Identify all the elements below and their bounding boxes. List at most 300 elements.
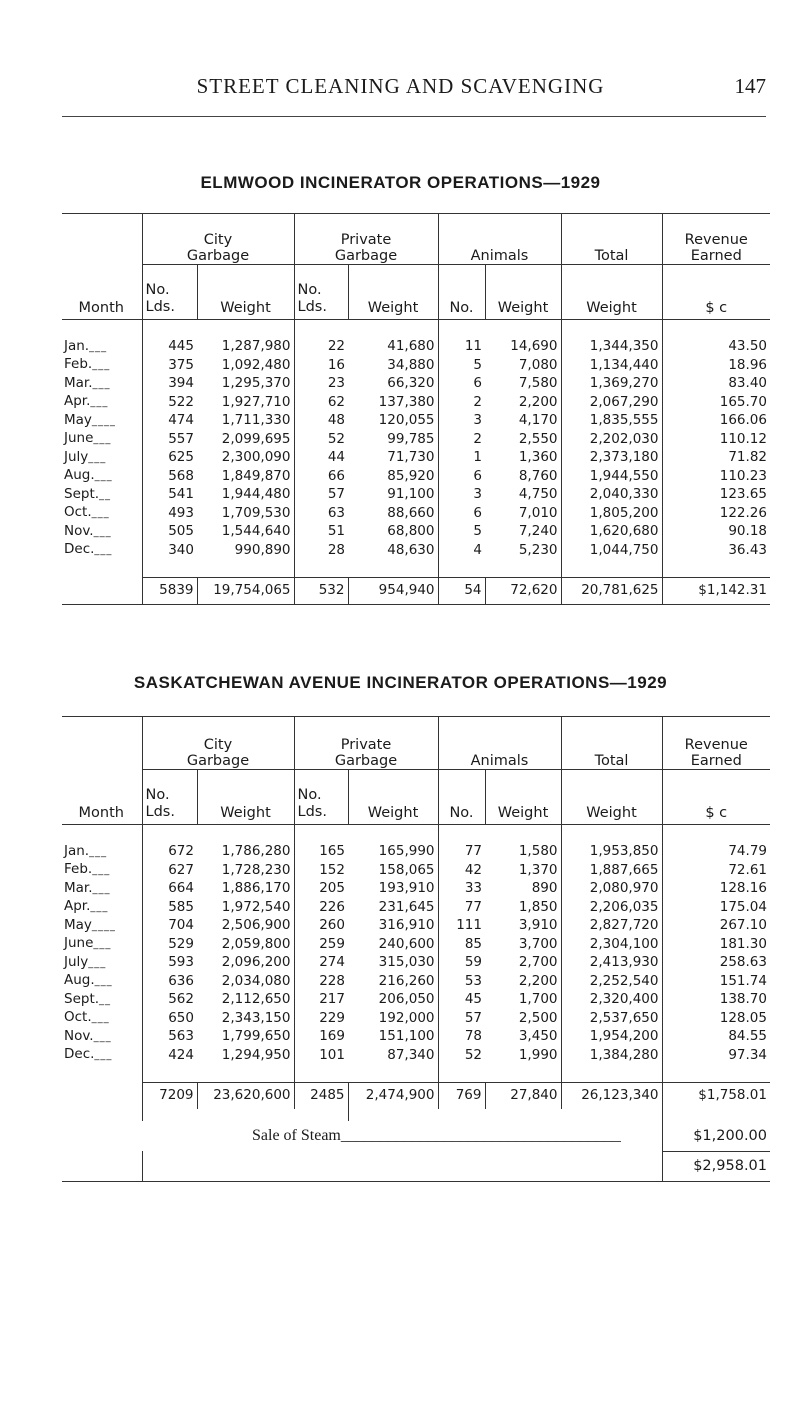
sale-of-steam-value: $1,200.00 bbox=[662, 1121, 770, 1151]
city-loads-cell: 424 bbox=[142, 1046, 197, 1065]
animals-weight-cell: 2,200 bbox=[518, 393, 558, 410]
animals-weight-cell: 2,500 bbox=[518, 1009, 558, 1026]
private-loads-cell: 52 bbox=[294, 430, 348, 449]
grand-total: $2,958.01 bbox=[662, 1151, 770, 1182]
private-loads-cell: 217 bbox=[294, 991, 348, 1010]
table-row bbox=[62, 541, 770, 560]
city-weight-total: 23,620,600 bbox=[197, 1083, 294, 1110]
month-cell: Feb.___ bbox=[64, 356, 111, 372]
animals-weight-cell: 3,910 bbox=[518, 917, 558, 933]
month-cell: June___ bbox=[64, 430, 112, 446]
total-weight-total: 20,781,625 bbox=[561, 578, 662, 605]
city-weight-header: Weight bbox=[197, 769, 294, 825]
city-weight-cell: 1,711,330 bbox=[221, 412, 291, 428]
city-weight-cell: 1,092,480 bbox=[221, 356, 291, 373]
animals-count-cell: 42 bbox=[438, 861, 485, 880]
city-loads-total: 5839 bbox=[142, 578, 197, 605]
animals-count-cell: 2 bbox=[438, 393, 485, 412]
month-cell: Nov.___ bbox=[64, 522, 112, 539]
private-loads-cell: 259 bbox=[294, 935, 348, 954]
month-header: Month bbox=[78, 805, 124, 821]
city-loads-cell: 625 bbox=[142, 449, 197, 468]
revenue-header: Revenue Earned bbox=[662, 717, 770, 770]
city-loads-cell: 704 bbox=[142, 917, 197, 936]
private-weight-cell: 120,055 bbox=[378, 412, 435, 428]
total-header: Total bbox=[561, 717, 662, 770]
private-weight-cell: 137,380 bbox=[378, 393, 435, 410]
table-row bbox=[62, 412, 770, 431]
city-weight-cell: 1,944,480 bbox=[221, 486, 291, 502]
total-weight-cell: 2,373,180 bbox=[561, 449, 662, 468]
city-weight-cell: 1,886,170 bbox=[221, 880, 291, 896]
city-weight-cell: 2,096,200 bbox=[221, 954, 291, 970]
revenue-cell: 258.63 bbox=[662, 954, 770, 973]
city-loads-cell: 664 bbox=[142, 880, 197, 899]
running-head bbox=[0, 74, 801, 104]
revenue-cell: 110.12 bbox=[662, 430, 770, 449]
city-loads-cell: 505 bbox=[142, 523, 197, 542]
animals-weight-cell: 2,550 bbox=[518, 430, 558, 447]
animals-weight-cell: 2,700 bbox=[518, 954, 558, 970]
animals-weight-cell: 7,010 bbox=[518, 504, 558, 521]
table-row bbox=[62, 338, 770, 357]
city-garbage-header: City Garbage bbox=[142, 717, 294, 770]
saskatchewan-table bbox=[62, 716, 770, 1182]
table-row bbox=[62, 1009, 770, 1028]
private-weight-cell: 192,000 bbox=[378, 1009, 435, 1026]
month-cell: Apr.___ bbox=[64, 393, 109, 409]
private-weight-cell: 87,340 bbox=[387, 1046, 435, 1063]
animals-count-cell: 6 bbox=[438, 504, 485, 523]
private-weight-cell: 231,645 bbox=[378, 898, 435, 915]
total-weight-cell: 1,954,200 bbox=[561, 1028, 662, 1047]
city-loads-cell: 650 bbox=[142, 1009, 197, 1028]
animals-count-cell: 6 bbox=[438, 375, 485, 394]
animals-weight-cell: 1,850 bbox=[518, 898, 558, 915]
table-row bbox=[62, 843, 770, 862]
private-loads-cell: 23 bbox=[294, 375, 348, 394]
elmwood-table-body bbox=[62, 320, 770, 605]
city-weight-cell: 2,034,080 bbox=[221, 972, 291, 989]
revenue-total: $1,758.01 bbox=[662, 1083, 770, 1110]
totals-row bbox=[62, 578, 770, 605]
city-lds-header: No. Lds. bbox=[142, 769, 197, 825]
private-weight-cell: 216,260 bbox=[378, 972, 435, 989]
private-lds-header: No. Lds. bbox=[294, 264, 348, 320]
totals-spacer bbox=[62, 1083, 142, 1110]
animals-count-cell: 33 bbox=[438, 880, 485, 899]
private-weight-cell: 158,065 bbox=[378, 861, 435, 878]
revenue-cell: 110.23 bbox=[662, 467, 770, 486]
private-weight-cell: 240,600 bbox=[378, 935, 435, 952]
private-weight-cell: 71,730 bbox=[387, 449, 435, 465]
private-weight-header: Weight bbox=[348, 769, 438, 825]
revenue-cell: 84.55 bbox=[662, 1028, 770, 1047]
private-weight-cell: 41,680 bbox=[387, 338, 435, 354]
city-weight-cell: 2,343,150 bbox=[221, 1009, 291, 1026]
animals-weight-cell: 3,450 bbox=[518, 1028, 558, 1044]
city-loads-cell: 627 bbox=[142, 861, 197, 880]
private-loads-cell: 226 bbox=[294, 898, 348, 917]
animals-count-cell: 77 bbox=[438, 898, 485, 917]
animals-count-cell: 45 bbox=[438, 991, 485, 1010]
city-loads-cell: 563 bbox=[142, 1028, 197, 1047]
city-weight-cell: 2,059,800 bbox=[221, 935, 291, 952]
revenue-cell: 181.30 bbox=[662, 935, 770, 954]
private-loads-cell: 44 bbox=[294, 449, 348, 468]
revenue-cell: 90.18 bbox=[662, 523, 770, 542]
animals-count-total: 769 bbox=[438, 1083, 485, 1110]
month-cell: Jan.___ bbox=[64, 337, 108, 354]
private-loads-cell: 205 bbox=[294, 880, 348, 899]
animals-count-cell: 3 bbox=[438, 486, 485, 505]
city-loads-cell: 474 bbox=[142, 412, 197, 431]
private-weight-cell: 68,800 bbox=[387, 523, 435, 539]
private-weight-cell: 99,785 bbox=[387, 430, 435, 447]
table-row bbox=[62, 467, 770, 486]
saskatchewan-table-footer bbox=[62, 1109, 770, 1182]
private-garbage-header: Private Garbage bbox=[294, 717, 438, 770]
month-cell: Feb.___ bbox=[64, 861, 111, 877]
revenue-cell: 165.70 bbox=[662, 393, 770, 412]
animals-weight-cell: 3,700 bbox=[518, 935, 558, 952]
elmwood-table bbox=[62, 213, 770, 605]
total-weight-cell: 2,202,030 bbox=[561, 430, 662, 449]
city-weight-cell: 1,799,650 bbox=[221, 1028, 291, 1044]
private-loads-cell: 169 bbox=[294, 1028, 348, 1047]
city-loads-cell: 557 bbox=[142, 430, 197, 449]
total-weight-cell: 2,206,035 bbox=[561, 898, 662, 917]
animals-weight-cell: 1,370 bbox=[518, 861, 558, 878]
private-weight-header: Weight bbox=[348, 264, 438, 320]
private-weight-cell: 206,050 bbox=[378, 991, 435, 1007]
private-weight-cell: 165,990 bbox=[378, 843, 435, 859]
animals-weight-total: 27,840 bbox=[485, 1083, 561, 1110]
table-row bbox=[62, 954, 770, 973]
city-weight-cell: 1,544,640 bbox=[221, 523, 291, 539]
private-weight-total: 954,940 bbox=[348, 578, 438, 605]
animals-count-cell: 5 bbox=[438, 523, 485, 542]
total-weight-cell: 1,344,350 bbox=[561, 338, 662, 357]
animals-count-cell: 2 bbox=[438, 430, 485, 449]
city-weight-cell: 2,300,090 bbox=[221, 449, 291, 465]
city-loads-cell: 541 bbox=[142, 486, 197, 505]
animals-weight-header: Weight bbox=[485, 769, 561, 825]
city-loads-cell: 445 bbox=[142, 338, 197, 357]
month-cell: Oct.___ bbox=[64, 504, 110, 520]
private-weight-cell: 34,880 bbox=[387, 356, 435, 373]
animals-weight-cell: 14,690 bbox=[510, 338, 558, 354]
sale-of-steam-label: Sale of Steam___________________________________ bbox=[252, 1127, 621, 1144]
city-weight-cell: 1,294,950 bbox=[221, 1046, 291, 1063]
table-row bbox=[62, 449, 770, 468]
animals-weight-cell: 1,700 bbox=[518, 991, 558, 1007]
header-rule bbox=[62, 116, 766, 117]
table-row bbox=[62, 991, 770, 1010]
city-loads-cell: 593 bbox=[142, 954, 197, 973]
city-weight-cell: 1,709,530 bbox=[221, 504, 291, 521]
animals-weight-cell: 1,580 bbox=[518, 843, 558, 859]
animals-count-cell: 11 bbox=[438, 338, 485, 357]
animals-weight-cell: 4,170 bbox=[518, 412, 558, 428]
animals-weight-cell: 1,360 bbox=[518, 449, 558, 465]
revenue-total: $1,142.31 bbox=[662, 578, 770, 605]
table-row bbox=[62, 917, 770, 936]
city-weight-cell: 2,112,650 bbox=[221, 991, 291, 1007]
month-header-spacer bbox=[62, 214, 142, 265]
city-loads-cell: 562 bbox=[142, 991, 197, 1010]
private-loads-cell: 101 bbox=[294, 1046, 348, 1065]
month-cell: Aug.___ bbox=[64, 467, 113, 483]
month-cell: Apr.___ bbox=[64, 898, 109, 914]
saskatchewan-table-title: SASKATCHEWAN AVENUE INCINERATOR OPERATIONS—1929 bbox=[133, 673, 668, 692]
revenue-cell: 43.50 bbox=[662, 338, 770, 357]
city-loads-cell: 340 bbox=[142, 541, 197, 560]
revenue-cell: 36.43 bbox=[662, 541, 770, 560]
table-row bbox=[62, 861, 770, 880]
animals-weight-cell: 1,990 bbox=[518, 1046, 558, 1063]
animals-count-total: 54 bbox=[438, 578, 485, 605]
city-garbage-header: City Garbage bbox=[142, 214, 294, 265]
animals-weight-cell: 2,200 bbox=[518, 972, 558, 989]
city-weight-total: 19,754,065 bbox=[197, 578, 294, 605]
animals-weight-cell: 4,750 bbox=[518, 486, 558, 502]
total-weight-cell: 1,620,680 bbox=[561, 523, 662, 542]
city-weight-cell: 990,890 bbox=[234, 541, 291, 558]
city-loads-total: 7209 bbox=[142, 1083, 197, 1110]
city-loads-cell: 522 bbox=[142, 393, 197, 412]
private-weight-cell: 48,630 bbox=[387, 541, 435, 558]
table-row bbox=[62, 898, 770, 917]
private-weight-cell: 151,100 bbox=[378, 1028, 435, 1044]
private-loads-cell: 165 bbox=[294, 843, 348, 862]
revenue-cell: 123.65 bbox=[662, 486, 770, 505]
page-number: 147 bbox=[734, 74, 766, 98]
month-cell: Jan.___ bbox=[64, 842, 108, 859]
private-garbage-header: Private Garbage bbox=[294, 214, 438, 265]
table-row bbox=[62, 935, 770, 954]
private-loads-cell: 28 bbox=[294, 541, 348, 560]
table-row bbox=[62, 504, 770, 523]
revenue-cell: 83.40 bbox=[662, 375, 770, 394]
animals-header: Animals bbox=[438, 717, 561, 770]
private-loads-cell: 152 bbox=[294, 861, 348, 880]
private-loads-cell: 48 bbox=[294, 412, 348, 431]
private-loads-cell: 51 bbox=[294, 523, 348, 542]
animals-count-cell: 5 bbox=[438, 356, 485, 375]
total-weight-cell: 1,384,280 bbox=[561, 1046, 662, 1065]
animals-count-cell: 1 bbox=[438, 449, 485, 468]
total-weight-total: 26,123,340 bbox=[561, 1083, 662, 1110]
month-cell: Aug.___ bbox=[64, 972, 113, 988]
table-row bbox=[62, 430, 770, 449]
revenue-cell: 97.34 bbox=[662, 1046, 770, 1065]
animals-weight-header: Weight bbox=[485, 264, 561, 320]
table-row bbox=[62, 1028, 770, 1047]
revenue-cell: 122.26 bbox=[662, 504, 770, 523]
city-loads-cell: 529 bbox=[142, 935, 197, 954]
total-weight-cell: 1,953,850 bbox=[561, 843, 662, 862]
total-weight-cell: 2,537,650 bbox=[561, 1009, 662, 1028]
animals-count-cell: 59 bbox=[438, 954, 485, 973]
revenue-unit-header: $ c bbox=[662, 264, 770, 320]
private-loads-cell: 63 bbox=[294, 504, 348, 523]
city-weight-cell: 1,287,980 bbox=[221, 338, 291, 354]
city-weight-cell: 1,927,710 bbox=[221, 393, 291, 410]
city-loads-cell: 568 bbox=[142, 467, 197, 486]
private-loads-cell: 260 bbox=[294, 917, 348, 936]
city-weight-header: Weight bbox=[197, 264, 294, 320]
month-cell: June___ bbox=[64, 935, 112, 951]
private-weight-cell: 85,920 bbox=[387, 467, 435, 484]
totals-row bbox=[62, 1083, 770, 1110]
month-cell: Sept.__ bbox=[64, 990, 112, 1007]
animals-count-cell: 78 bbox=[438, 1028, 485, 1047]
table-row bbox=[62, 375, 770, 394]
city-weight-cell: 1,728,230 bbox=[221, 861, 291, 878]
total-weight-cell: 2,252,540 bbox=[561, 972, 662, 991]
revenue-header: Revenue Earned bbox=[662, 214, 770, 265]
private-loads-total: 532 bbox=[294, 578, 348, 605]
total-weight-cell: 2,040,330 bbox=[561, 486, 662, 505]
animals-count-cell: 57 bbox=[438, 1009, 485, 1028]
private-weight-cell: 315,030 bbox=[378, 954, 435, 970]
revenue-cell: 74.79 bbox=[662, 843, 770, 862]
month-cell: May____ bbox=[64, 411, 116, 428]
animals-weight-cell: 7,580 bbox=[518, 375, 558, 391]
revenue-cell: 71.82 bbox=[662, 449, 770, 468]
private-loads-cell: 228 bbox=[294, 972, 348, 991]
month-cell: Mar.___ bbox=[64, 374, 111, 391]
animals-weight-cell: 890 bbox=[531, 880, 558, 896]
private-loads-total: 2485 bbox=[294, 1083, 348, 1110]
city-loads-cell: 672 bbox=[142, 843, 197, 862]
private-weight-cell: 193,910 bbox=[378, 880, 435, 896]
private-weight-cell: 316,910 bbox=[378, 917, 435, 933]
total-header: Total bbox=[561, 214, 662, 265]
month-cell: July___ bbox=[64, 953, 107, 970]
animals-count-cell: 52 bbox=[438, 1046, 485, 1065]
table-row bbox=[62, 972, 770, 991]
city-weight-cell: 1,295,370 bbox=[221, 375, 291, 391]
total-weight-cell: 2,080,970 bbox=[561, 880, 662, 899]
month-cell: Nov.___ bbox=[64, 1027, 112, 1044]
animals-weight-cell: 7,080 bbox=[518, 356, 558, 373]
table-row bbox=[62, 880, 770, 899]
revenue-unit-header: $ c bbox=[662, 769, 770, 825]
month-cell: Sept.__ bbox=[64, 485, 112, 502]
animals-header: Animals bbox=[438, 214, 561, 265]
animals-weight-cell: 8,760 bbox=[518, 467, 558, 484]
animals-count-cell: 53 bbox=[438, 972, 485, 991]
table-row bbox=[62, 393, 770, 412]
revenue-cell: 151.74 bbox=[662, 972, 770, 991]
month-cell: Dec.___ bbox=[64, 1046, 113, 1062]
city-weight-cell: 2,099,695 bbox=[221, 430, 291, 447]
table-row bbox=[62, 486, 770, 505]
city-lds-header: No. Lds. bbox=[142, 264, 197, 320]
running-title: STREET CLEANING AND SCAVENGING bbox=[196, 74, 605, 98]
animals-weight-cell: 7,240 bbox=[518, 523, 558, 539]
private-loads-cell: 62 bbox=[294, 393, 348, 412]
elmwood-table-title: ELMWOOD INCINERATOR OPERATIONS—1929 bbox=[200, 173, 601, 192]
table-row bbox=[62, 356, 770, 375]
animals-count-cell: 6 bbox=[438, 467, 485, 486]
private-weight-total: 2,474,900 bbox=[348, 1083, 438, 1110]
total-weight-cell: 1,944,550 bbox=[561, 467, 662, 486]
private-loads-cell: 274 bbox=[294, 954, 348, 973]
city-loads-cell: 636 bbox=[142, 972, 197, 991]
month-header-spacer bbox=[62, 717, 142, 770]
private-loads-cell: 229 bbox=[294, 1009, 348, 1028]
city-weight-cell: 1,972,540 bbox=[221, 898, 291, 915]
private-loads-cell: 57 bbox=[294, 486, 348, 505]
private-lds-header: No. Lds. bbox=[294, 769, 348, 825]
table-row bbox=[62, 1046, 770, 1065]
revenue-cell: 72.61 bbox=[662, 861, 770, 880]
animals-count-cell: 4 bbox=[438, 541, 485, 560]
city-loads-cell: 493 bbox=[142, 504, 197, 523]
table-row bbox=[62, 523, 770, 542]
city-loads-cell: 585 bbox=[142, 898, 197, 917]
animals-count-cell: 85 bbox=[438, 935, 485, 954]
total-weight-cell: 2,304,100 bbox=[561, 935, 662, 954]
private-weight-cell: 66,320 bbox=[387, 375, 435, 391]
totals-spacer bbox=[62, 578, 142, 605]
month-cell: July___ bbox=[64, 448, 107, 465]
revenue-cell: 175.04 bbox=[662, 898, 770, 917]
total-weight-cell: 2,413,930 bbox=[561, 954, 662, 973]
total-weight-cell: 1,134,440 bbox=[561, 356, 662, 375]
total-weight-cell: 2,827,720 bbox=[561, 917, 662, 936]
animals-no-header: No. bbox=[438, 769, 485, 825]
saskatchewan-table-body bbox=[62, 825, 770, 1110]
private-weight-cell: 88,660 bbox=[387, 504, 435, 521]
city-loads-cell: 375 bbox=[142, 356, 197, 375]
revenue-cell: 128.05 bbox=[662, 1009, 770, 1028]
private-loads-cell: 16 bbox=[294, 356, 348, 375]
revenue-cell: 267.10 bbox=[662, 917, 770, 936]
private-loads-cell: 22 bbox=[294, 338, 348, 357]
total-weight-header: Weight bbox=[561, 264, 662, 320]
city-weight-cell: 1,786,280 bbox=[221, 843, 291, 859]
revenue-cell: 138.70 bbox=[662, 991, 770, 1010]
revenue-cell: 18.96 bbox=[662, 356, 770, 375]
total-weight-cell: 2,320,400 bbox=[561, 991, 662, 1010]
animals-count-cell: 77 bbox=[438, 843, 485, 862]
total-weight-cell: 1,835,555 bbox=[561, 412, 662, 431]
animals-weight-total: 72,620 bbox=[485, 578, 561, 605]
city-loads-cell: 394 bbox=[142, 375, 197, 394]
total-weight-cell: 1,805,200 bbox=[561, 504, 662, 523]
month-cell: Mar.___ bbox=[64, 879, 111, 896]
month-header: Month bbox=[78, 300, 124, 316]
total-weight-cell: 1,887,665 bbox=[561, 861, 662, 880]
city-weight-cell: 2,506,900 bbox=[221, 917, 291, 933]
total-weight-cell: 1,369,270 bbox=[561, 375, 662, 394]
animals-count-cell: 111 bbox=[438, 917, 485, 936]
revenue-cell: 166.06 bbox=[662, 412, 770, 431]
private-weight-cell: 91,100 bbox=[387, 486, 435, 502]
animals-count-cell: 3 bbox=[438, 412, 485, 431]
month-cell: Dec.___ bbox=[64, 541, 113, 557]
private-loads-cell: 66 bbox=[294, 467, 348, 486]
animals-weight-cell: 5,230 bbox=[518, 541, 558, 558]
city-weight-cell: 1,849,870 bbox=[221, 467, 291, 484]
total-weight-cell: 1,044,750 bbox=[561, 541, 662, 560]
revenue-cell: 128.16 bbox=[662, 880, 770, 899]
animals-no-header: No. bbox=[438, 264, 485, 320]
